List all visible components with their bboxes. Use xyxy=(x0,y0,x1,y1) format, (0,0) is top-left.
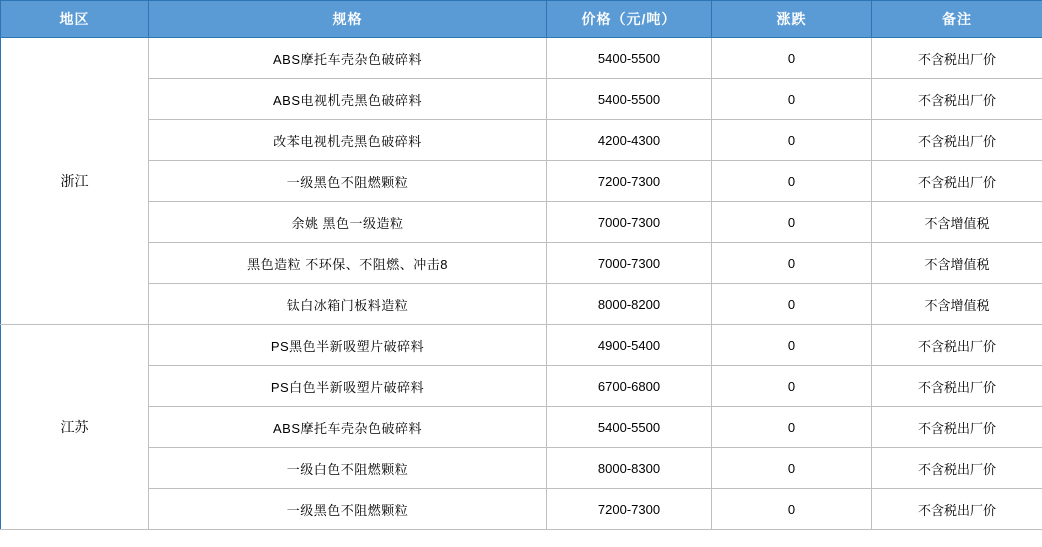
spec-text: ABS摩托车壳杂色破碎料 xyxy=(272,51,422,67)
table-body xyxy=(1,38,1042,530)
price-cell: 6700-6800 xyxy=(547,366,712,407)
change-cell: 0 xyxy=(712,325,872,366)
remark-cell: 不含增值税 xyxy=(872,284,1042,325)
spec-text: 一级黑色不阻燃颗粒 xyxy=(286,502,409,518)
remark-cell: 不含税出厂价 xyxy=(872,120,1042,161)
column-header-change: 涨跌 xyxy=(712,1,872,38)
spec-text: 改苯电视机壳黑色破碎料 xyxy=(273,133,422,149)
spec-text: PS黑色半新吸塑片破碎料 xyxy=(270,338,425,354)
spec-cell xyxy=(149,120,547,161)
table-row xyxy=(1,407,1042,448)
change-cell: 0 xyxy=(712,489,872,530)
price-cell: 4200-4300 xyxy=(547,120,712,161)
remark-cell: 不含增值税 xyxy=(872,202,1042,243)
price-cell: 7200-7300 xyxy=(547,161,712,202)
remark-cell: 不含税出厂价 xyxy=(872,79,1042,120)
spec-cell xyxy=(149,489,547,530)
table-row xyxy=(1,325,1042,366)
change-cell: 0 xyxy=(712,284,872,325)
remark-cell: 不含税出厂价 xyxy=(872,366,1042,407)
spec-cell xyxy=(149,448,547,489)
price-cell: 5400-5500 xyxy=(547,38,712,79)
remark-cell: 不含税出厂价 xyxy=(872,489,1042,530)
table-row xyxy=(1,202,1042,243)
table-row xyxy=(1,120,1042,161)
region-cell-zhejiang: 浙江 xyxy=(1,38,149,325)
spec-cell xyxy=(149,366,547,407)
remark-cell: 不含税出厂价 xyxy=(872,448,1042,489)
change-cell: 0 xyxy=(712,202,872,243)
change-cell: 0 xyxy=(712,448,872,489)
remark-cell: 不含税出厂价 xyxy=(872,38,1042,79)
spec-text: 钛白冰箱门板料造粒 xyxy=(286,297,409,313)
spec-text: PS白色半新吸塑片破碎料 xyxy=(270,379,425,395)
price-cell: 5400-5500 xyxy=(547,407,712,448)
remark-cell: 不含增值税 xyxy=(872,243,1042,284)
remark-cell: 不含税出厂价 xyxy=(872,325,1042,366)
spec-text: 一级白色不阻燃颗粒 xyxy=(286,461,409,477)
table-row xyxy=(1,284,1042,325)
spec-text: ABS摩托车壳杂色破碎料 xyxy=(272,420,422,436)
column-header-region: 地区 xyxy=(1,1,149,38)
spec-text: ABS电视机壳黑色破碎料 xyxy=(272,92,422,108)
change-cell: 0 xyxy=(712,366,872,407)
price-cell: 5400-5500 xyxy=(547,79,712,120)
change-cell: 0 xyxy=(712,243,872,284)
table-row xyxy=(1,161,1042,202)
price-cell: 7000-7300 xyxy=(547,202,712,243)
table-row xyxy=(1,38,1042,79)
table-row xyxy=(1,448,1042,489)
spec-cell xyxy=(149,284,547,325)
spec-cell xyxy=(149,325,547,366)
table-row xyxy=(1,79,1042,120)
spec-text: 黑色造粒 不环保、不阻燃、冲击8 xyxy=(247,256,448,272)
spec-cell xyxy=(149,79,547,120)
change-cell: 0 xyxy=(712,407,872,448)
spec-cell xyxy=(149,407,547,448)
table-row xyxy=(1,489,1042,530)
spec-text: 余姚 黑色一级造粒 xyxy=(291,215,404,231)
change-cell: 0 xyxy=(712,79,872,120)
column-header-remark: 备注 xyxy=(872,1,1042,38)
spec-cell xyxy=(149,202,547,243)
region-cell-jiangsu: 江苏 xyxy=(1,325,149,530)
remark-cell: 不含税出厂价 xyxy=(872,161,1042,202)
price-cell: 8000-8200 xyxy=(547,284,712,325)
price-cell: 7000-7300 xyxy=(547,243,712,284)
column-header-spec: 规格 xyxy=(149,1,547,38)
price-cell: 7200-7300 xyxy=(547,489,712,530)
table-header xyxy=(1,1,1042,38)
change-cell: 0 xyxy=(712,38,872,79)
spec-cell xyxy=(149,243,547,284)
spec-text: 一级黑色不阻燃颗粒 xyxy=(286,174,409,190)
column-header-price: 价格（元/吨） xyxy=(547,1,712,38)
table-row xyxy=(1,243,1042,284)
price-cell: 8000-8300 xyxy=(547,448,712,489)
table-row xyxy=(1,366,1042,407)
spec-cell xyxy=(149,38,547,79)
change-cell: 0 xyxy=(712,161,872,202)
spec-cell xyxy=(149,161,547,202)
price-cell: 4900-5400 xyxy=(547,325,712,366)
change-cell: 0 xyxy=(712,120,872,161)
remark-cell: 不含税出厂价 xyxy=(872,407,1042,448)
header-row xyxy=(1,1,1042,38)
